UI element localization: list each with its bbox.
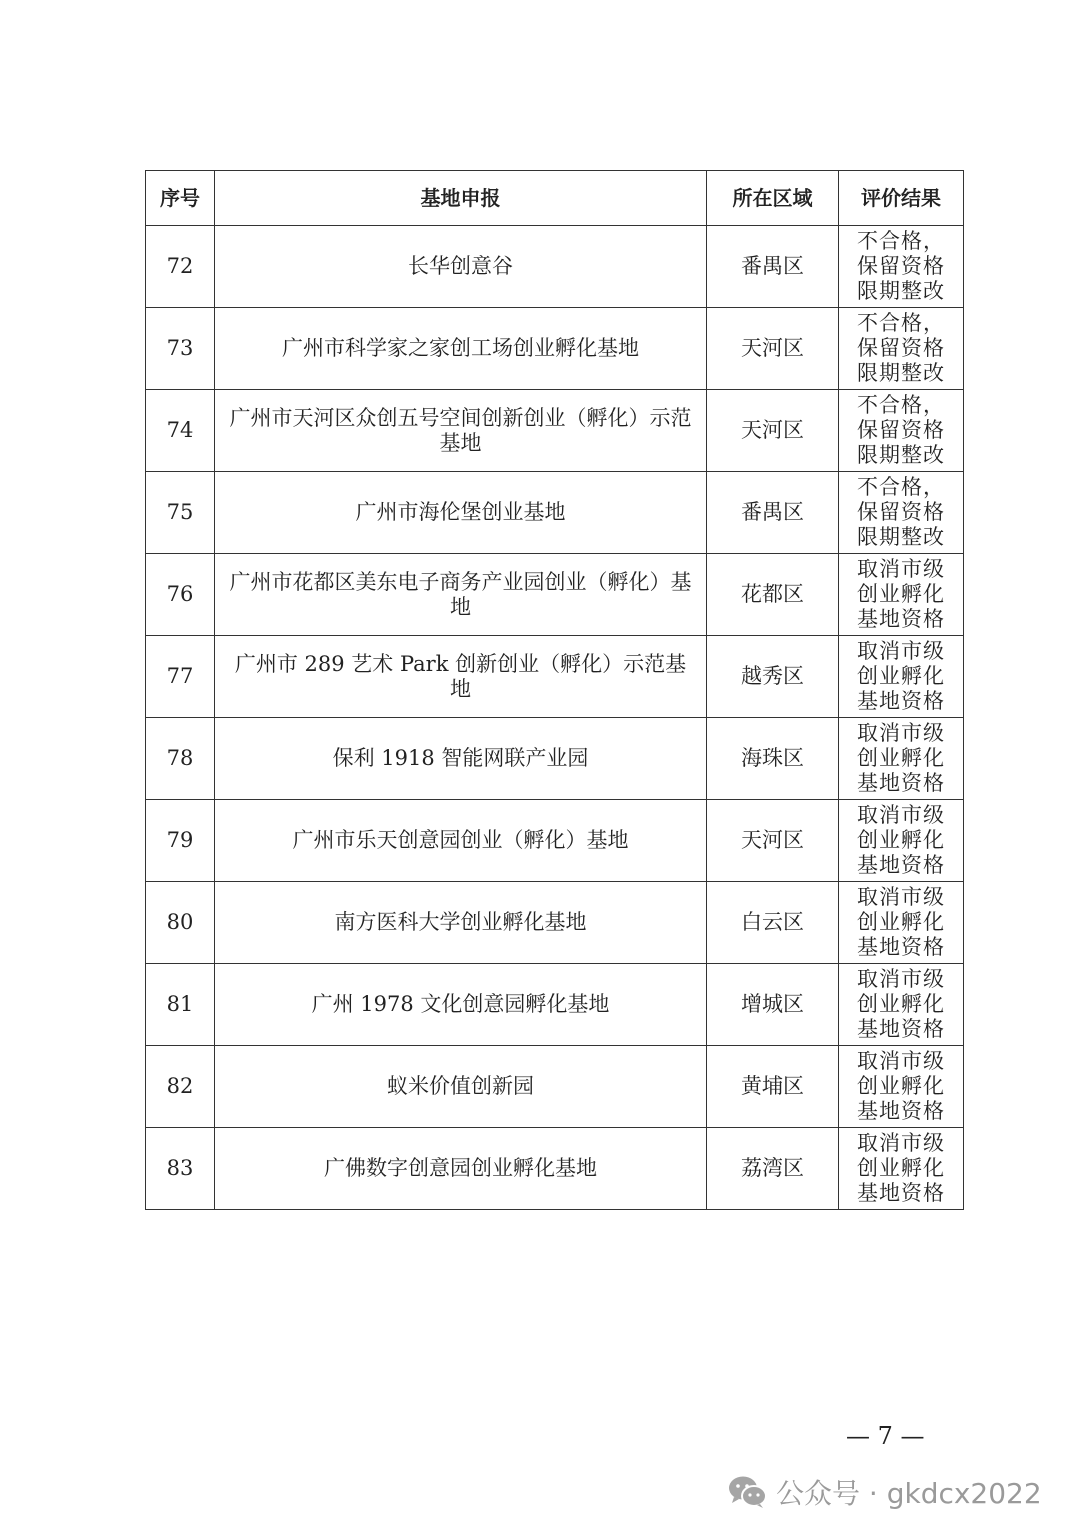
table-row bbox=[146, 308, 964, 390]
table-row bbox=[146, 1046, 964, 1128]
table-row bbox=[146, 390, 964, 472]
header-base-name: 基地申报 bbox=[215, 171, 707, 226]
table-row bbox=[146, 964, 964, 1046]
table-header-row bbox=[146, 171, 964, 226]
cell-result-text: 取消市级创业孵化基地资格 bbox=[857, 721, 945, 795]
cell-result bbox=[839, 882, 964, 964]
table-row bbox=[146, 1128, 964, 1210]
cell-no: 77 bbox=[146, 636, 215, 718]
cell-result bbox=[839, 800, 964, 882]
cell-district: 增城区 bbox=[707, 964, 839, 1046]
table-row bbox=[146, 226, 964, 308]
cell-no: 78 bbox=[146, 718, 215, 800]
cell-district: 荔湾区 bbox=[707, 1128, 839, 1210]
cell-no: 76 bbox=[146, 554, 215, 636]
cell-base-name: 保利 1918 智能网联产业园 bbox=[215, 718, 707, 800]
cell-result bbox=[839, 1128, 964, 1210]
cell-base-name: 广州市乐天创意园创业（孵化）基地 bbox=[215, 800, 707, 882]
cell-no: 82 bbox=[146, 1046, 215, 1128]
cell-base-name: 广佛数字创意园创业孵化基地 bbox=[215, 1128, 707, 1210]
cell-result bbox=[839, 718, 964, 800]
page-number: — 7 — bbox=[846, 1422, 925, 1450]
cell-result-text: 不合格，保留资格限期整改 bbox=[857, 311, 945, 385]
cell-district: 白云区 bbox=[707, 882, 839, 964]
cell-no: 73 bbox=[146, 308, 215, 390]
cell-result-text: 不合格，保留资格限期整改 bbox=[857, 393, 945, 467]
cell-result-text: 不合格，保留资格限期整改 bbox=[857, 475, 945, 549]
evaluation-table bbox=[145, 170, 964, 1210]
cell-result bbox=[839, 390, 964, 472]
cell-result-text: 取消市级创业孵化基地资格 bbox=[857, 803, 945, 877]
cell-district: 越秀区 bbox=[707, 636, 839, 718]
cell-result bbox=[839, 472, 964, 554]
watermark bbox=[728, 1472, 1042, 1512]
cell-base-name: 广州市海伦堡创业基地 bbox=[215, 472, 707, 554]
header-result: 评价结果 bbox=[839, 171, 964, 226]
header-district: 所在区域 bbox=[707, 171, 839, 226]
cell-result bbox=[839, 636, 964, 718]
cell-district: 天河区 bbox=[707, 390, 839, 472]
cell-no: 74 bbox=[146, 390, 215, 472]
cell-base-name: 南方医科大学创业孵化基地 bbox=[215, 882, 707, 964]
table-row bbox=[146, 472, 964, 554]
wechat-icon bbox=[728, 1475, 768, 1509]
cell-no: 72 bbox=[146, 226, 215, 308]
cell-base-name: 广州 1978 文化创意园孵化基地 bbox=[215, 964, 707, 1046]
cell-base-name: 广州市科学家之家创工场创业孵化基地 bbox=[215, 308, 707, 390]
cell-district: 天河区 bbox=[707, 800, 839, 882]
cell-no: 83 bbox=[146, 1128, 215, 1210]
cell-result bbox=[839, 308, 964, 390]
cell-base-name: 广州市花都区美东电子商务产业园创业（孵化）基地 bbox=[215, 554, 707, 636]
cell-district: 海珠区 bbox=[707, 718, 839, 800]
cell-district: 天河区 bbox=[707, 308, 839, 390]
cell-result-text: 取消市级创业孵化基地资格 bbox=[857, 967, 945, 1041]
header-no: 序号 bbox=[146, 171, 215, 226]
cell-district: 黄埔区 bbox=[707, 1046, 839, 1128]
cell-district: 花都区 bbox=[707, 554, 839, 636]
cell-base-name: 广州市天河区众创五号空间创新创业（孵化）示范基地 bbox=[215, 390, 707, 472]
cell-result-text: 取消市级创业孵化基地资格 bbox=[857, 1049, 945, 1123]
table-body bbox=[146, 226, 964, 1210]
watermark-text: 公众号 · gkdcx2022 bbox=[776, 1477, 1042, 1510]
table-row bbox=[146, 882, 964, 964]
cell-result-text: 取消市级创业孵化基地资格 bbox=[857, 639, 945, 713]
cell-no: 80 bbox=[146, 882, 215, 964]
cell-no: 81 bbox=[146, 964, 215, 1046]
cell-result bbox=[839, 226, 964, 308]
cell-result-text: 取消市级创业孵化基地资格 bbox=[857, 557, 945, 631]
cell-result-text: 取消市级创业孵化基地资格 bbox=[857, 1131, 945, 1205]
cell-result-text: 不合格，保留资格限期整改 bbox=[857, 229, 945, 303]
cell-result bbox=[839, 554, 964, 636]
cell-district: 番禺区 bbox=[707, 472, 839, 554]
cell-result bbox=[839, 964, 964, 1046]
cell-no: 79 bbox=[146, 800, 215, 882]
cell-district: 番禺区 bbox=[707, 226, 839, 308]
cell-base-name: 长华创意谷 bbox=[215, 226, 707, 308]
cell-base-name: 蚁米价值创新园 bbox=[215, 1046, 707, 1128]
table-row bbox=[146, 636, 964, 718]
cell-result bbox=[839, 1046, 964, 1128]
cell-base-name: 广州市 289 艺术 Park 创新创业（孵化）示范基地 bbox=[215, 636, 707, 718]
table-row bbox=[146, 800, 964, 882]
table-row bbox=[146, 554, 964, 636]
cell-no: 75 bbox=[146, 472, 215, 554]
cell-result-text: 取消市级创业孵化基地资格 bbox=[857, 885, 945, 959]
table-row bbox=[146, 718, 964, 800]
